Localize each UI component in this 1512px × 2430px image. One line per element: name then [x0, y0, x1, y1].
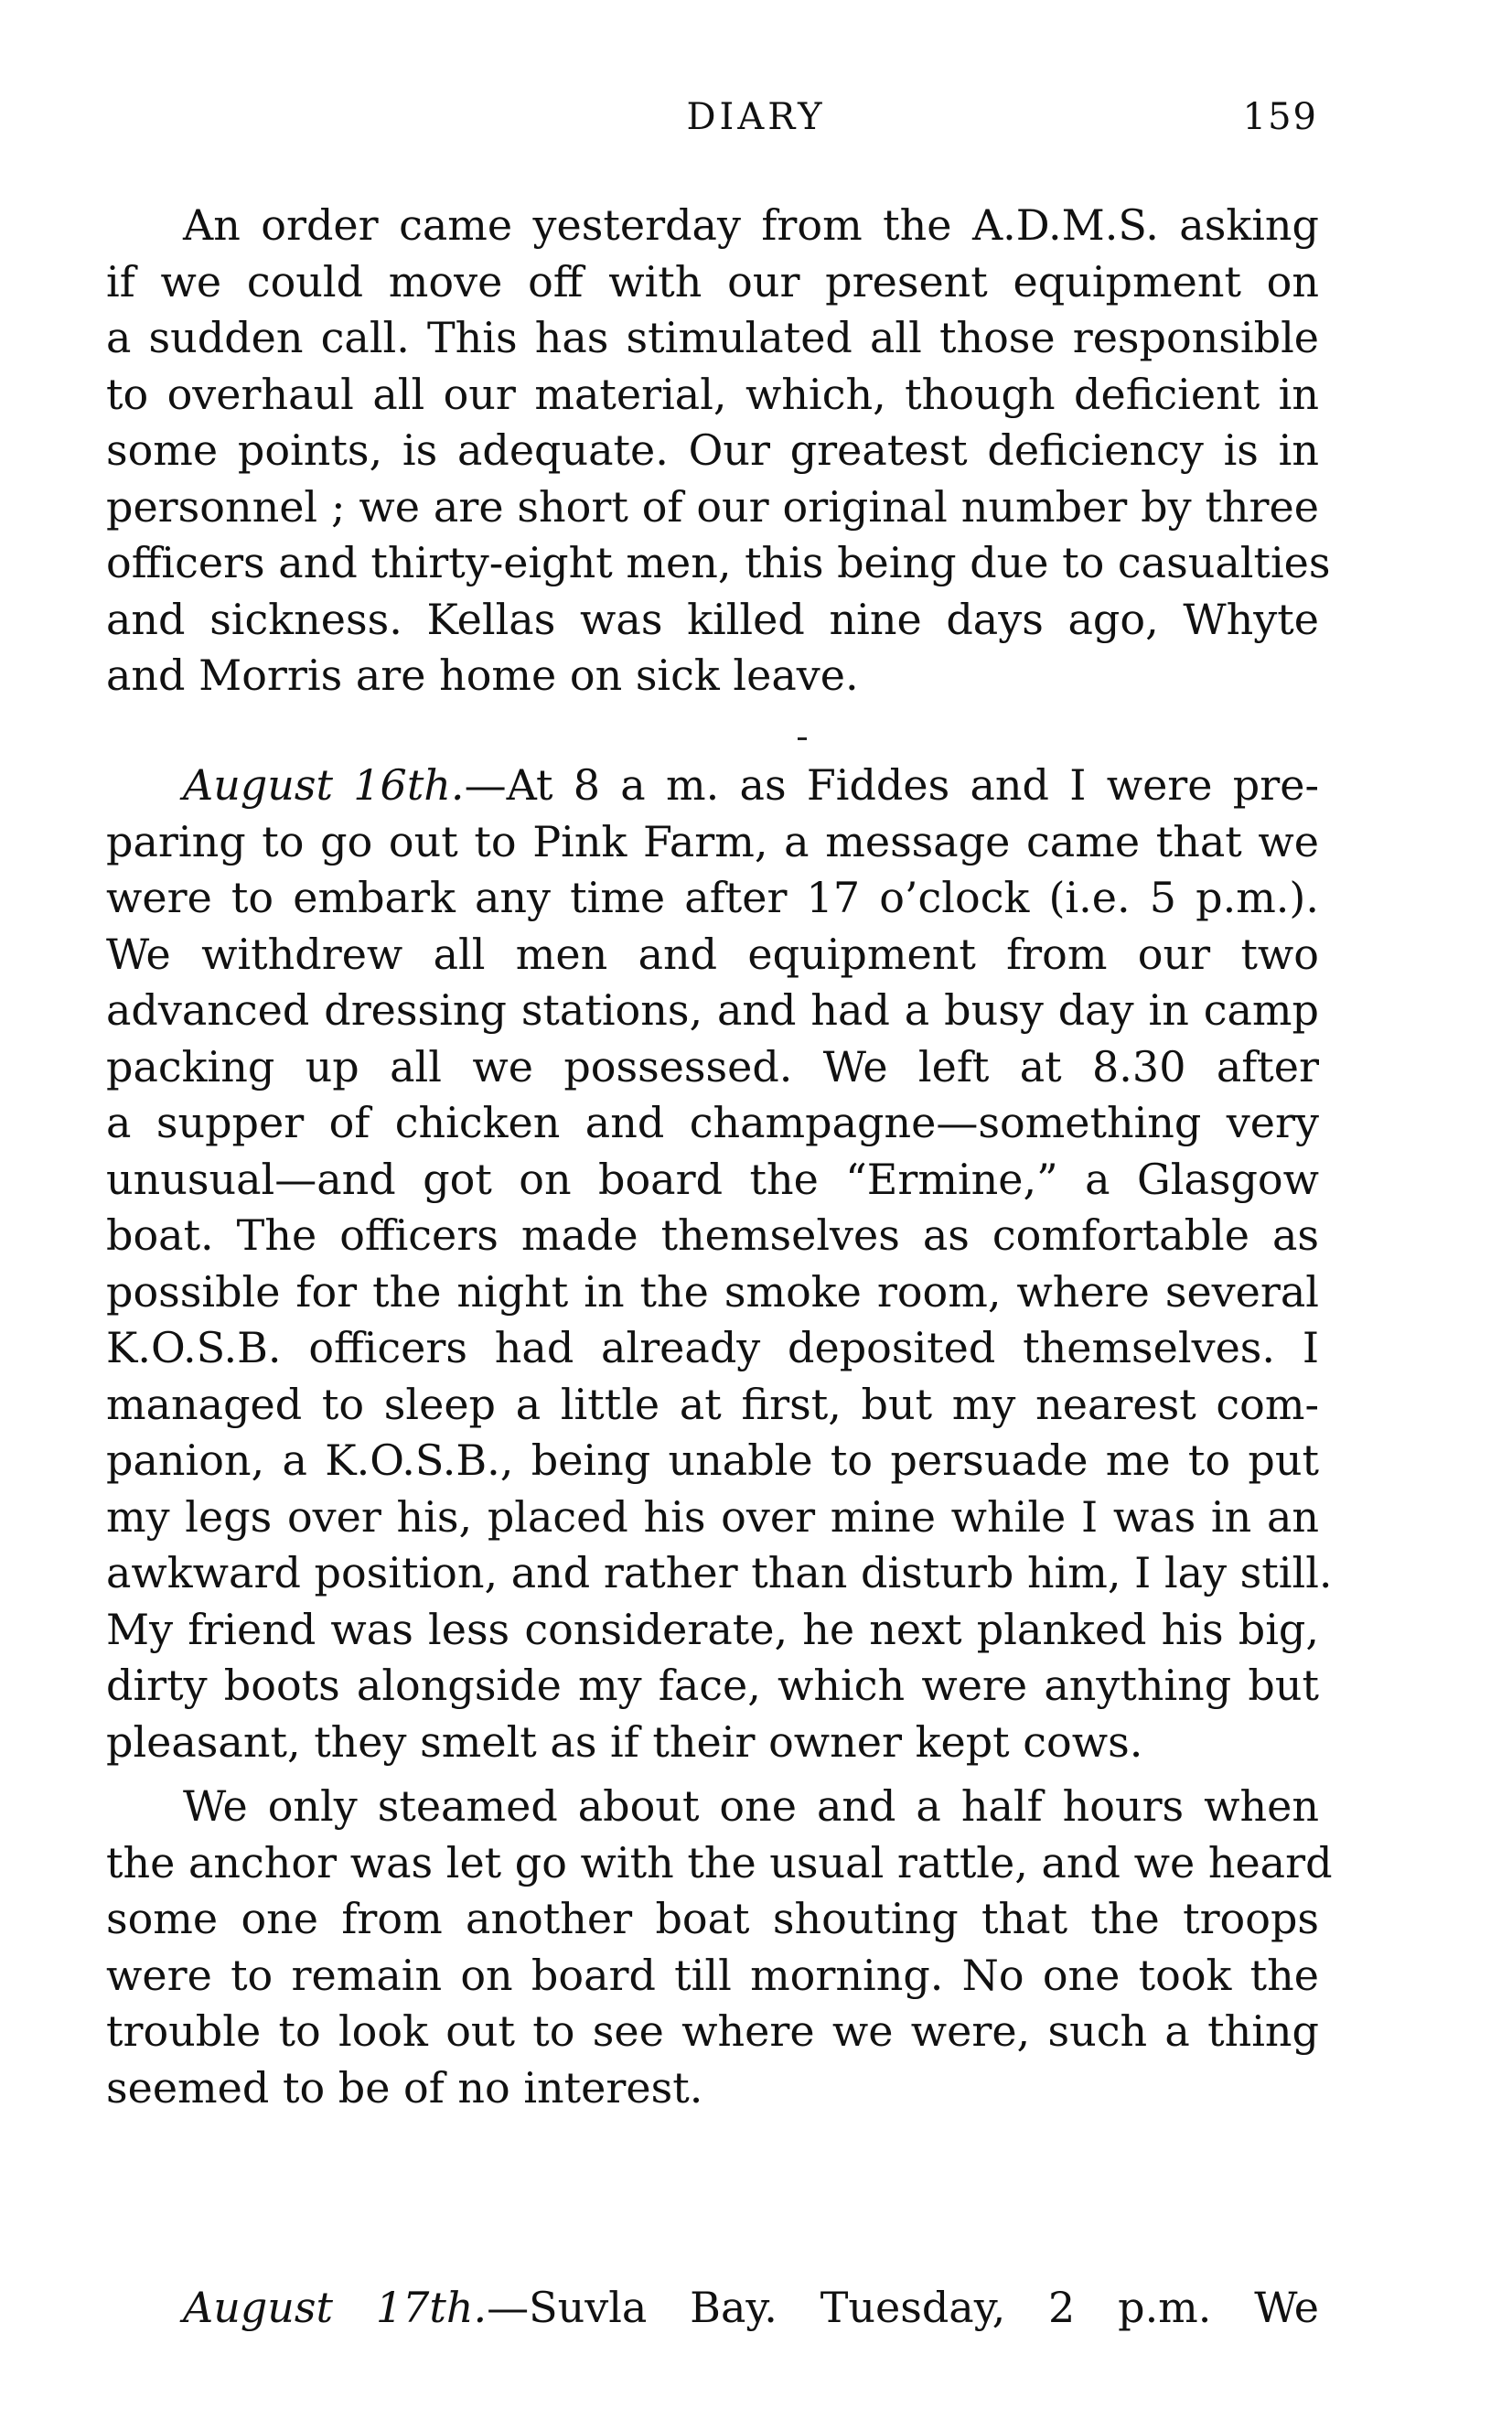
entry-august-16 — [106, 758, 1333, 1770]
text-line: the anchor was let go with the usual rattle, and we heard — [106, 1837, 1333, 1887]
text-line: My friend was less considerate, he next planked his big, — [106, 1604, 1319, 1654]
paragraph-steamed — [106, 1779, 1333, 2116]
text-line: We only steamed about one and a half hours when — [183, 1781, 1319, 1831]
running-title: DIARY — [686, 96, 826, 138]
text-line: a supper of chicken and champagne—something very — [106, 1098, 1319, 1147]
entry-august-17 — [106, 2280, 1319, 2337]
text-line: advanced dressing stations, and had a busy day in camp — [106, 985, 1319, 1035]
text-line: panion, a K.O.S.B., being unable to persuade me to put — [106, 1435, 1319, 1485]
paragraph-order-from-admss — [106, 198, 1331, 704]
text-line: possible for the night in the smoke room, where several — [106, 1266, 1319, 1317]
entry-date: August 16th. — [183, 760, 465, 810]
text-line: managed to sleep a little at first, but my nearest com- — [106, 1379, 1319, 1429]
text-line: boat. The officers made themselves as comfortable as — [106, 1210, 1319, 1260]
text-line: some points, is adequate. Our greatest deficiency is in — [106, 425, 1319, 475]
text-line: personnel ; we are short of our original number by three — [106, 481, 1319, 532]
text-line: packing up all we possessed. We left at 8.30 after — [106, 1041, 1319, 1091]
text-line: awkward position, and rather than disturb him, I lay still. — [106, 1548, 1333, 1597]
text-line: some one from another boat shouting that the troops — [106, 1894, 1319, 1943]
text-line: pleasant, they smelt as if their owner kept cows. — [106, 1716, 1143, 1767]
text-line: my legs over his, placed his over mine while I was in an — [106, 1491, 1319, 1542]
text-line: to overhaul all our material, which, though deficient in — [106, 369, 1319, 419]
text-line: and sickness. Kellas was killed nine days ago, Whyte — [106, 594, 1319, 644]
text-line: a sudden call. This has stimulated all those responsible — [106, 313, 1319, 362]
text-line: We withdrew all men and equipment from our two — [106, 929, 1319, 979]
text-line-content: —Suvla Bay. Tuesday, 2 p.m. We — [487, 2283, 1319, 2332]
text-line: paring to go out to Pink Farm, a message came that we — [106, 816, 1319, 866]
text-line: and Morris are home on sick leave. — [106, 651, 859, 700]
page-number: 159 — [1242, 96, 1318, 138]
text-line: seemed to be of no interest. — [106, 2062, 703, 2113]
text-line: officers and thirty-eight men, this being due to casualties — [106, 538, 1331, 587]
text-line: dirty boots alongside my face, which were anything but — [106, 1661, 1319, 1710]
text-line: trouble to look out to see where we were, such a thing — [106, 2006, 1319, 2056]
text-line-content: —At 8 a m. as Fiddes and I were pre- — [464, 760, 1319, 810]
text-line: were to remain on board till morning. No one took the — [106, 1950, 1319, 2000]
text-line: An order came yesterday from the A.D.M.S. asking — [183, 200, 1319, 250]
text-line: were to embark any time after 17 o’clock (i.e. 5 p.m.). — [106, 873, 1319, 922]
entry-date: August 17th. — [183, 2283, 488, 2332]
text-line: K.O.S.B. officers had already deposited themselves. I — [106, 1323, 1319, 1372]
text-line: if we could move off with our present equipment on — [106, 256, 1319, 306]
print-mark — [798, 737, 807, 740]
text-line — [106, 758, 1319, 814]
text-line: unusual—and got on board the “Ermine,” a Glasgow — [106, 1154, 1319, 1204]
text-line — [106, 2280, 1319, 2337]
